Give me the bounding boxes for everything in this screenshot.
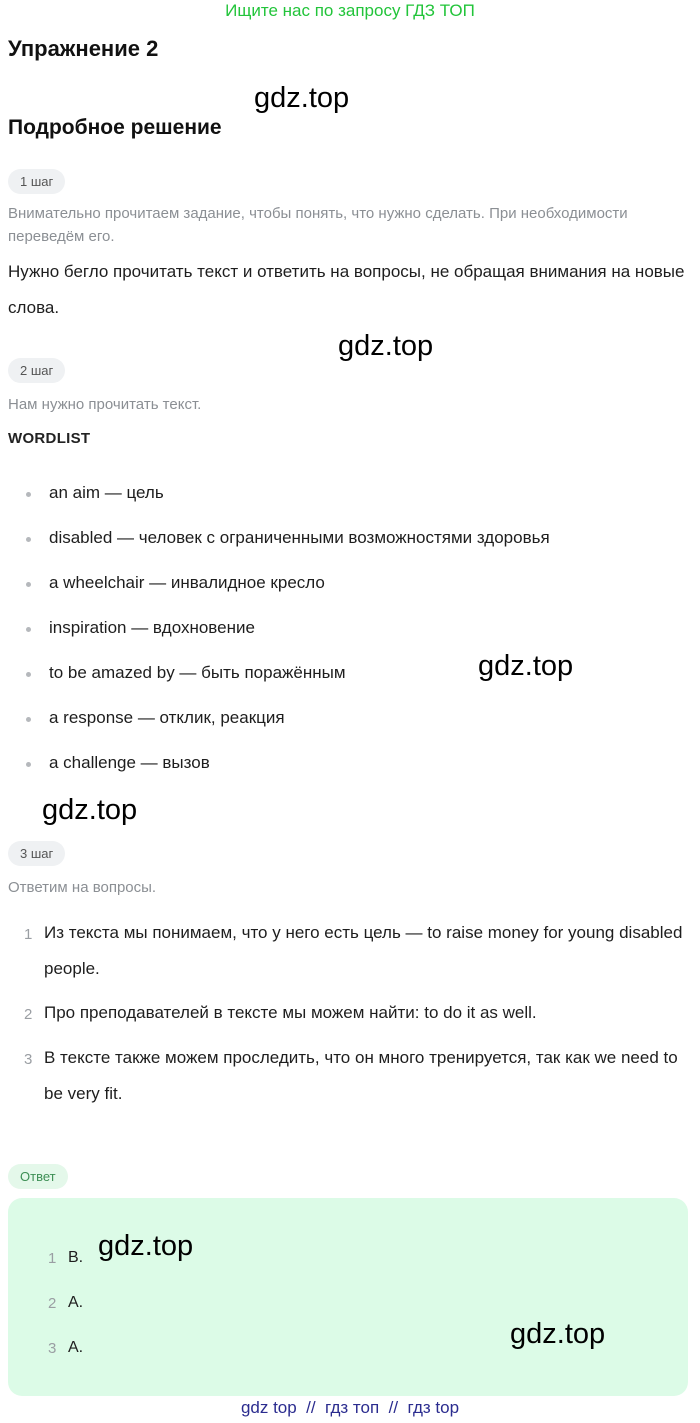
top-banner: Ищите нас по запросу ГДЗ ТОП <box>225 1 475 20</box>
wordlist-item: a challenge — вызов <box>49 753 210 772</box>
wordlist-item: a wheelchair — инвалидное кресло <box>49 573 325 592</box>
wordlist-item: a response — отклик, реакция <box>49 708 285 727</box>
page-title: Упражнение 2 <box>8 36 159 61</box>
step-1-badge: 1 шаг <box>8 169 65 194</box>
step-3-hint: Ответим на вопросы. <box>8 879 157 896</box>
wordlist-item: to be amazed by — быть поражённым <box>49 663 346 682</box>
answer-explanation: Про преподавателей в тексте мы можем найти: to do it as well. <box>44 1003 537 1022</box>
watermark: gdz.top <box>42 794 138 826</box>
bullet-icon <box>26 762 31 767</box>
watermark: gdz.top <box>254 82 350 114</box>
watermark: gdz.top <box>98 1230 194 1262</box>
answer-box <box>8 1198 688 1396</box>
wordlist-title: WORDLIST <box>8 430 91 447</box>
step-2-badge: 2 шаг <box>8 358 65 383</box>
answer-explanation: Из текста мы понимаем, что у него есть цель — to raise money for young disabled people. <box>44 923 683 978</box>
step-2-hint: Нам нужно прочитать текст. <box>8 396 202 413</box>
bullet-icon <box>26 582 31 587</box>
watermark: gdz.top <box>510 1318 606 1350</box>
answer-explanation: В тексте также можем проследить, что он много тренируется, так как we need to be very fit. <box>44 1048 678 1103</box>
wordlist-item: an aim — цель <box>49 483 164 502</box>
answer-number: 3 <box>48 1340 57 1357</box>
solution-heading: Подробное решение <box>8 116 222 139</box>
answer-number: 1 <box>48 1250 57 1267</box>
step-1-text: Нужно бегло прочитать текст и ответить на вопросы, не обращая внимания на новые слова. <box>8 262 685 317</box>
answer-value: A. <box>68 1339 84 1356</box>
answer-number: 2 <box>48 1295 57 1312</box>
answer-value: B. <box>68 1249 84 1266</box>
wordlist-item: disabled — человек с ограниченными возможностями здоровья <box>49 528 550 547</box>
footer-links: gdz top // гдз топ // гдз top <box>240 1398 460 1417</box>
watermark: gdz.top <box>338 330 434 362</box>
bullet-icon <box>26 627 31 632</box>
list-number: 2 <box>24 1006 33 1023</box>
list-number: 1 <box>24 926 33 943</box>
bullet-icon <box>26 717 31 722</box>
bullet-icon <box>26 537 31 542</box>
answer-badge: Ответ <box>8 1164 68 1189</box>
watermark: gdz.top <box>478 650 574 682</box>
wordlist-item: inspiration — вдохновение <box>49 618 255 637</box>
answer-value: A. <box>68 1294 84 1311</box>
bullet-icon <box>26 672 31 677</box>
list-number: 3 <box>24 1051 33 1068</box>
step-1-hint: Внимательно прочитаем задание, чтобы понять, что нужно сделать. При необходимости переведём его. <box>8 205 628 245</box>
bullet-icon <box>26 492 31 497</box>
step-3-badge: 3 шаг <box>8 841 65 866</box>
